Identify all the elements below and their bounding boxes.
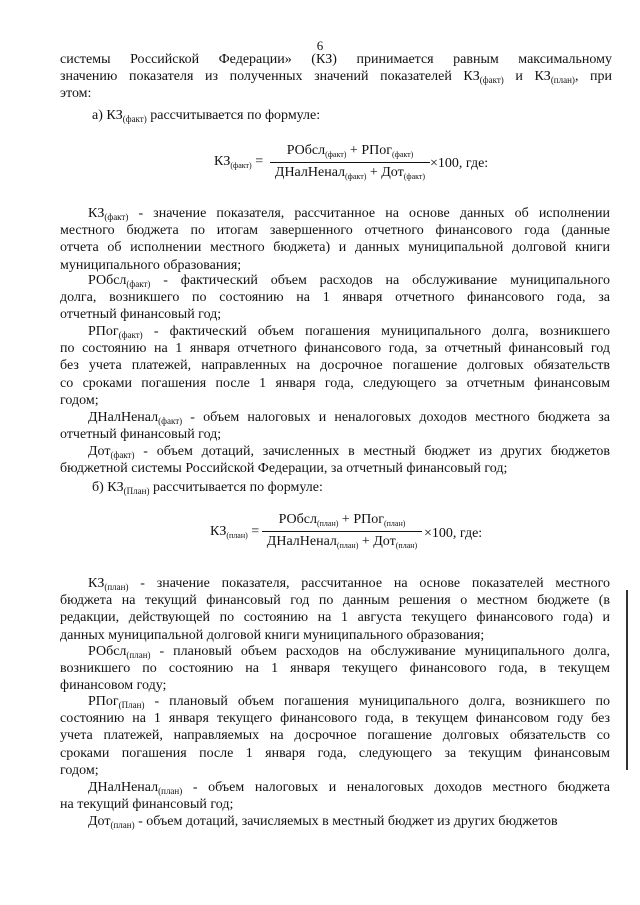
- b-def-0-line-2: редакции, действующей по состоянию на 1 августа текущего финансового года) и: [60, 610, 610, 626]
- a-def-0-line-0: $КЗ_{(факт)}$ - значение показателя, рассчитанное на основе данных об исполнении: [88, 206, 610, 222]
- b-def-1-line-1: возникшего по состоянию на 1 января текущего финансового года, в текущем: [60, 661, 610, 677]
- page-number: 6: [316, 38, 324, 53]
- a-def-0-line-3: муниципального образования;: [60, 257, 242, 273]
- intro-line-1: системы Российской Федерации» (КЗ) принимается равным максимальному: [60, 52, 612, 67]
- b-def-0-line-1: бюджета на текущий финансовый год по данным решения о местном бюджете (в: [60, 593, 610, 609]
- b-def-0-line-0: $КЗ_{(план)}$ - значение показателя, рассчитанное на основе показателей местного: [88, 576, 610, 592]
- b-def-2-line-0: РПог$_{(План)}$ - плановый объем погашения муниципального долга, возникшего по: [88, 694, 610, 710]
- b-def-0-line-3: данных муниципальной долговой книги муниципального образования;: [60, 627, 485, 643]
- b-def-3-line-1: на текущий финансовый год;: [60, 797, 234, 813]
- b-def-2-line-4: годом;: [60, 762, 99, 778]
- b-def-1-line-0: РОбсл$_{(план)}$ - плановый объем расходов на обслуживание муниципального долга,: [88, 644, 610, 660]
- scan-edge-mark: [626, 590, 628, 770]
- a-def-1-line-1: долга, возникшего по состоянию на 1 января отчетного финансового года, за: [60, 290, 610, 306]
- intro-line-3: этом:: [60, 86, 92, 101]
- a-def-1-line-0: РОбсл$_{(факт)}$ - фактический объем расходов на обслуживание муниципального: [88, 273, 610, 289]
- a-def-0-line-2: отчета об исполнении местного бюджета) и данных муниципальной долговой книги: [60, 240, 610, 256]
- b-def-3-line-0: ДНалНенал$_{(план)}$ - объем налоговых и неналоговых доходов местного бюджета: [88, 780, 610, 796]
- b-def-1-line-2: финансовом году;: [60, 678, 167, 694]
- a-def-1-line-2: отчетный финансовый год;: [60, 307, 222, 323]
- item-a-heading: а) $КЗ_{(факт)}$ рассчитывается по формуле:: [92, 108, 321, 124]
- a-def-3-line-0: ДНалНенал$_{(факт)}$ - объем налоговых и неналоговых доходов местного бюджета за: [88, 410, 610, 426]
- a-def-2-line-4: годом;: [60, 392, 99, 408]
- b-def-2-line-1: состоянию на 1 января текущего финансового года, в текущем финансовом году без: [60, 711, 610, 727]
- b-def-2-line-2: учета платежей, направляемых на досрочное погашение долговых обязательств со: [60, 728, 610, 744]
- a-def-4-line-1: бюджетной системы Российской Федерации, за отчетный финансовый год;: [60, 461, 508, 477]
- a-def-3-line-1: отчетный финансовый год;: [60, 427, 222, 443]
- a-def-4-line-0: Дот$_{(факт)}$ - объем дотаций, зачисленных в местный бюджет из других бюджетов: [88, 444, 610, 460]
- a-def-2-line-2: без учета платежей, направленных на досрочное погашение долговых обязательств: [60, 358, 610, 374]
- b-def-4-line-0: Дот$_{(план)}$ - объем дотаций, зачисляемых в местный бюджет из других бюджетов: [88, 814, 558, 830]
- a-def-0-line-1: местного бюджета по итогам завершенного отчетного финансового года (данные: [60, 223, 610, 239]
- a-def-2-line-1: по состоянию на 1 января отчетного финансового года, за отчетный финансовый год: [60, 341, 610, 357]
- intro-line-2: значению показателя из полученных значений показателей $КЗ_{(факт)}$ и $КЗ_{(план)}$, при: [60, 69, 613, 85]
- a-def-2-line-3: со сроками погашения после 1 января года, следующего за отчетным финансовым: [60, 375, 610, 391]
- b-def-2-line-3: сроками погашения после 1 января года, следующего за текущим финансовым: [60, 745, 610, 761]
- document-page: 6 системы Российской Федерации» (КЗ) принимается равным максимальному значению показателя из полученных значений показателей $КЗ_{(факт)}$ и $КЗ_{(план)}$, при этом: а) $КЗ_{(факт)}$ рассчитывается по формуле: $КЗ_{(факт)}$ = РОбсл$_{(факт)}$ + РПог$_{(факт)}$ ДНалНенал$_{(факт)}$ + Дот$_{(факт)}$ ×100, где: $КЗ_{(факт)}$ - значение показателя, рассчитанное на основе данных об исполнении местного бюджета по итогам завершенного отчетного финансового года (данные отчета об исполнении местного бюджета) и данных муниципальной долговой книги муниципального образования; РОбсл$_{(факт)}$ - фактический объем расходов на обслуживание муниципального долга, возникшего по состоянию на 1 января отчетного финансового года, за отчетный финансовый год; РПог$_{(факт)}$ - фактический объем погашения муниципального долга, возникшего по состоянию на 1 января отчетного финансового года, за отчетный финансовый год без учета платежей, направленных на досрочное погашение долговых обязательств со сроками погашения после 1 января года, следующего за отчетным финансовым годом; ДНалНенал$_{(факт)}$ - объем налоговых и неналоговых доходов местного бюджета за отчетный финансовый год; Дот$_{(факт)}$ - объем дотаций, зачисленных в местный бюджет из других бюджетов бюджетной системы Российской Федерации, за отчетный финансовый год; б) $КЗ_{(План)}$ рассчитывается по формуле: $КЗ_{(план)}$ = РОбсл$_{(план)}$ + РПог$_{(план)}$ ДНалНенал$_{(план)}$ + Дот$_{(план)}$ ×100, где: $КЗ_{(план)}$ - значение показателя, рассчитанное на основе показателей местного бюджета на текущий финансовый год по данным решения о местном бюджете (в редакции, действующей по состоянию на 1 августа текущего финансового года) и данных муниципальной долговой книги муниципального образования; РОбсл$_{(план)}$ - плановый объем расходов на обслуживание муниципального долга, возникшего по состоянию на 1 января текущего финансового года, в текущем финансовом году; РПог$_{(План)}$ - плановый объем погашения муниципального долга, возникшего по состоянию на 1 января текущего финансового года, в текущем финансовом году без учета платежей, направляемых на досрочное погашение долговых обязательств со сроками погашения после 1 января года, следующего за текущим финансовым годом; ДНалНенал$_{(план)}$ - объем налоговых и неналоговых доходов местного бюджета на текущий финансовый год; Дот$_{(план)}$ - объем дотаций, зачисляемых в местный бюджет из других бюджетов: [0, 0, 640, 905]
- a-def-2-line-0: РПог$_{(факт)}$ - фактический объем погашения муниципального долга, возникшего: [88, 324, 610, 340]
- item-b-heading: б) $КЗ_{(План)}$ рассчитывается по формуле:: [92, 480, 323, 496]
